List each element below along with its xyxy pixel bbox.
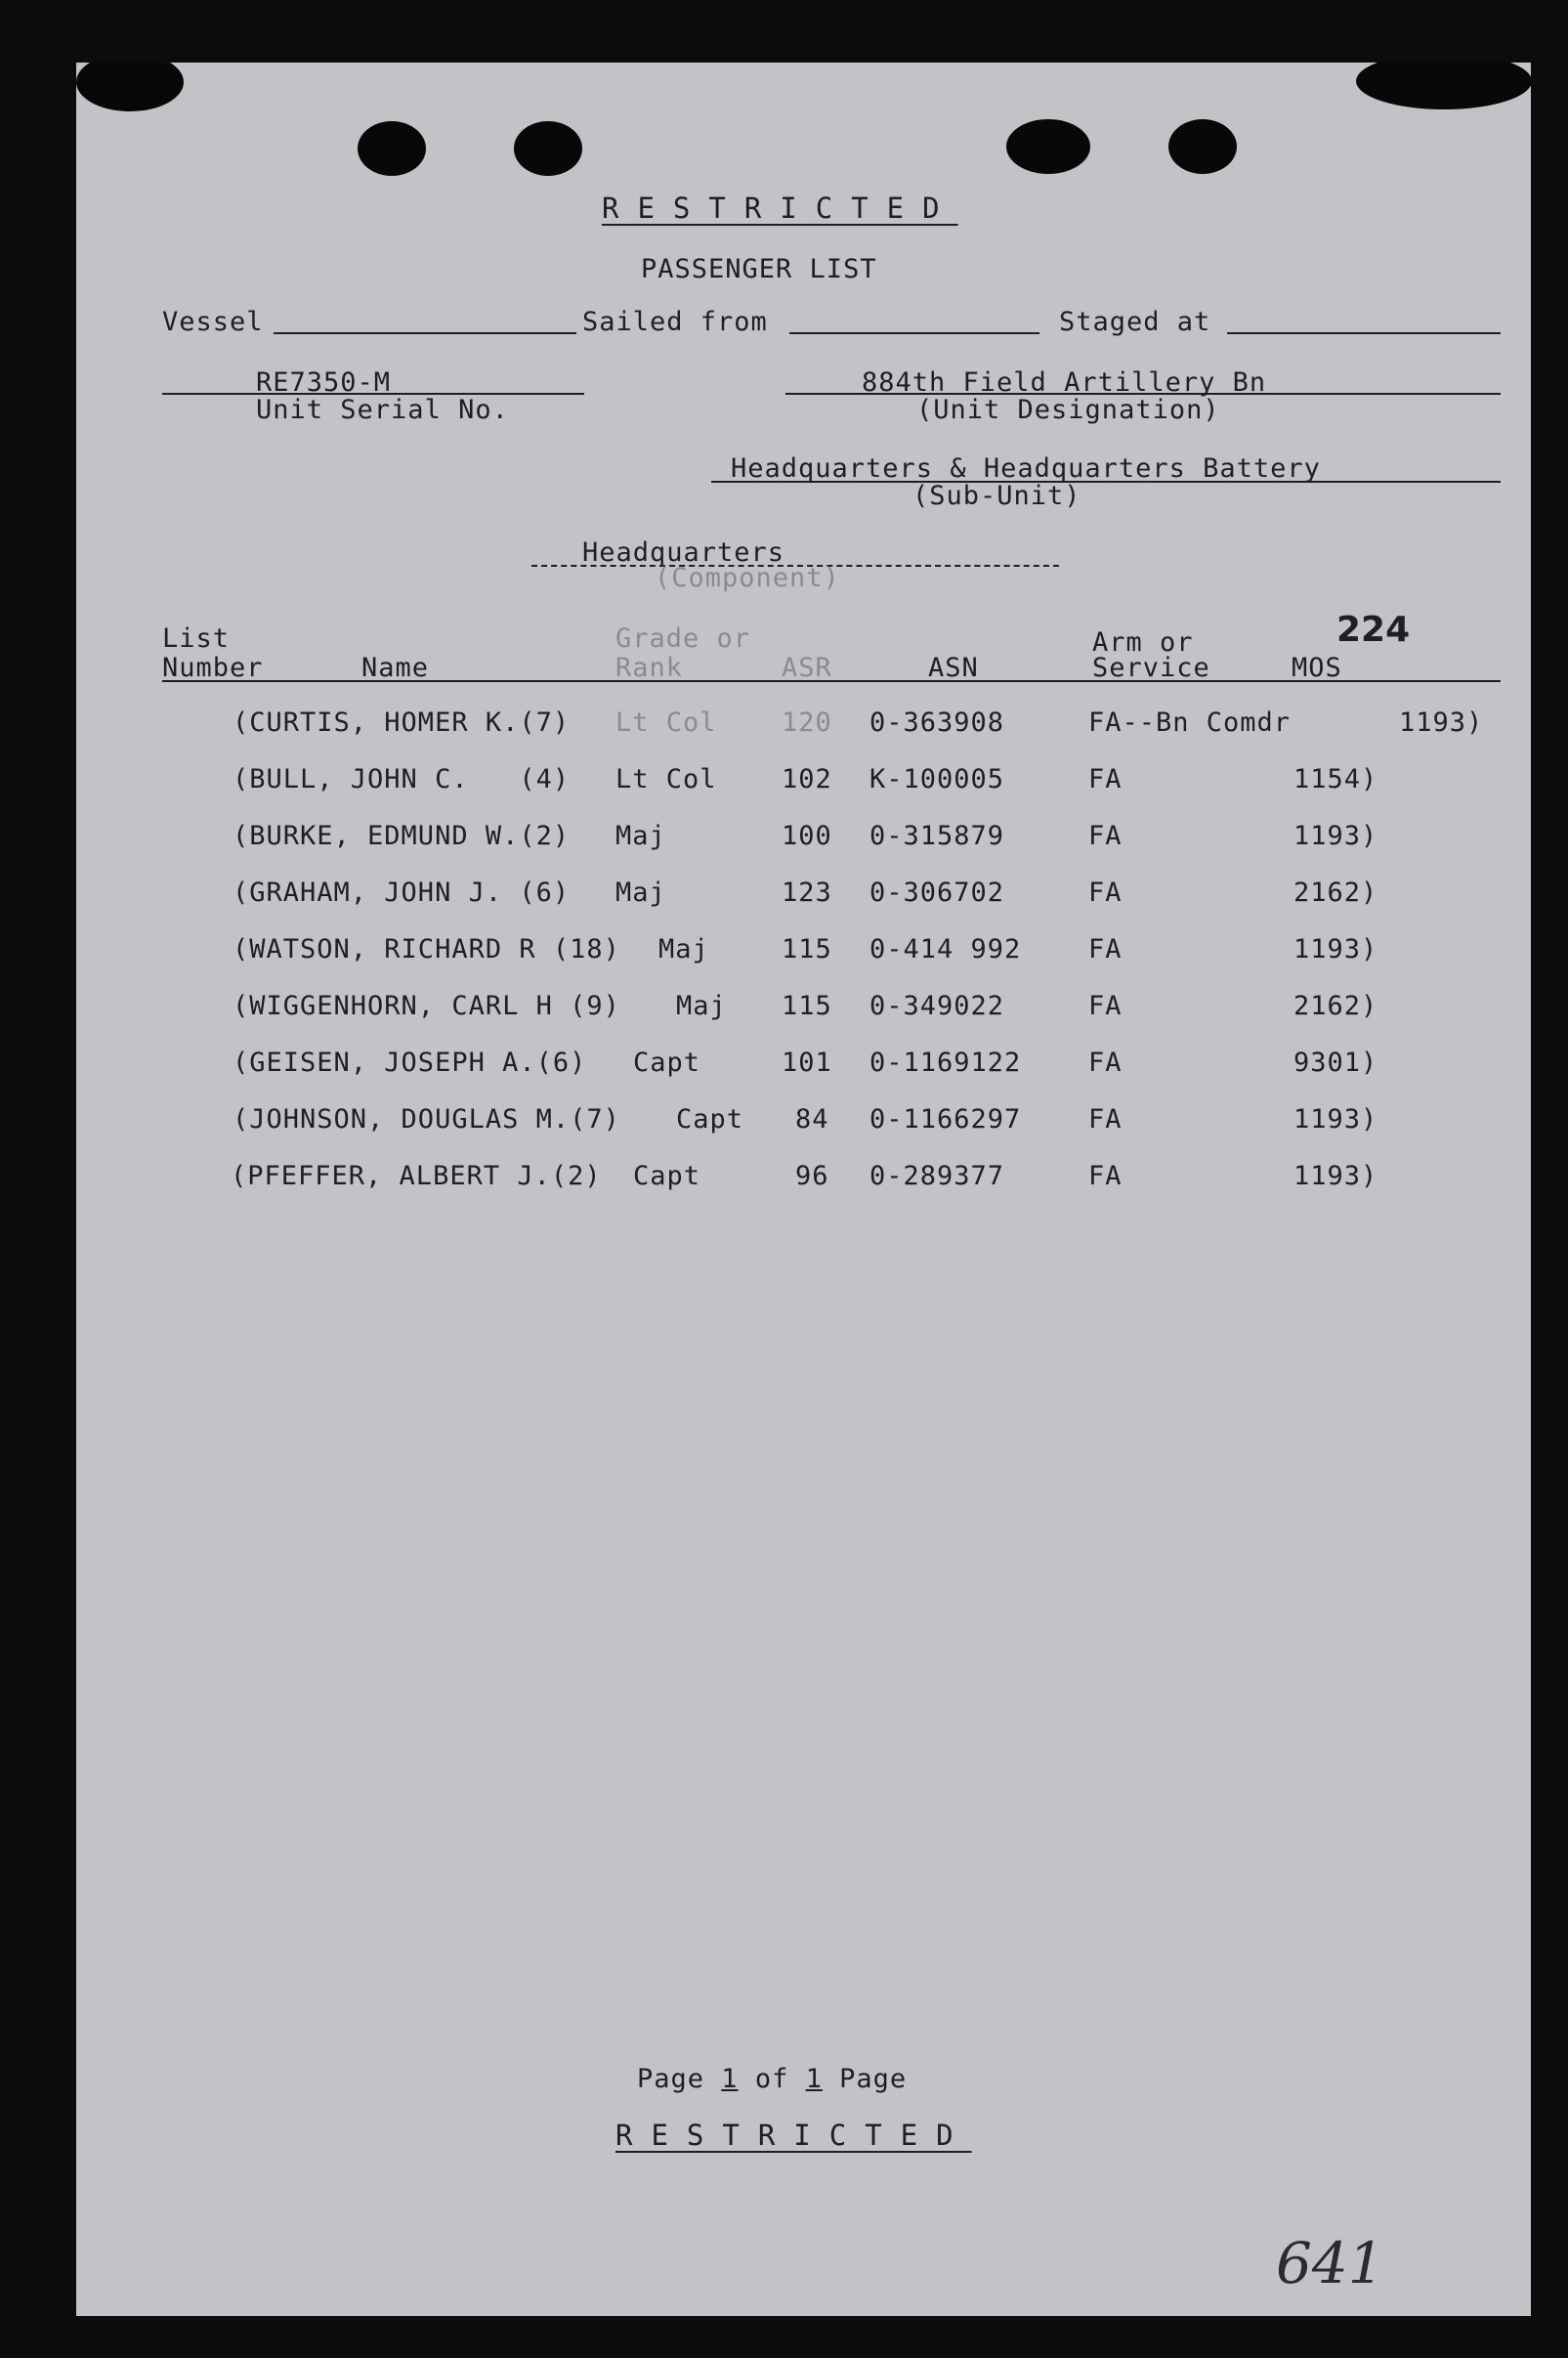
- punch-hole: [514, 121, 582, 176]
- passenger-asr: 102: [782, 764, 832, 794]
- document-page: [76, 63, 1531, 2316]
- passenger-service: FA: [1088, 991, 1123, 1021]
- passenger-asr: 101: [782, 1048, 832, 1078]
- passenger-service: FA: [1088, 934, 1123, 965]
- passenger-service: FA: [1088, 821, 1123, 851]
- passenger-mos: 2162): [1293, 991, 1378, 1021]
- page-indicator: [637, 2064, 907, 2094]
- col-asr: ASR: [782, 653, 832, 683]
- page-word: Page: [637, 2064, 705, 2094]
- vessel-line: [274, 332, 576, 334]
- table-row: [76, 764, 1531, 803]
- passenger-asn: 0-414 992: [869, 934, 1022, 965]
- passenger-mos: 1193): [1293, 934, 1378, 965]
- table-row: [76, 934, 1531, 973]
- passenger-name: (GRAHAM, JOHN J. (6): [233, 878, 571, 908]
- passenger-name: (BURKE, EDMUND W.(2): [233, 821, 571, 851]
- passenger-rank: Lt Col: [615, 707, 717, 738]
- passenger-asn: K-100005: [869, 764, 1005, 794]
- page-number: 1: [721, 2064, 739, 2094]
- passenger-name: (CURTIS, HOMER K.(7): [233, 707, 571, 738]
- passenger-name: (GEISEN, JOSEPH A.(6): [233, 1048, 587, 1078]
- passenger-mos: 1154): [1293, 764, 1378, 794]
- table-row: [76, 1104, 1531, 1143]
- passenger-name: (PFEFFER, ALBERT J.(2): [231, 1161, 602, 1191]
- passenger-rank: Maj: [615, 878, 666, 908]
- passenger-service: FA: [1088, 878, 1123, 908]
- vessel-label: Vessel: [162, 307, 264, 337]
- passenger-asn: 0-349022: [869, 991, 1005, 1021]
- unit-serial-label: Unit Serial No.: [256, 395, 509, 425]
- punch-hole: [1006, 119, 1090, 174]
- passenger-asr: 115: [782, 991, 832, 1021]
- component-label: (Component): [655, 563, 840, 593]
- passenger-service: FA: [1088, 1048, 1123, 1078]
- col-list: List: [162, 623, 231, 654]
- passenger-rank: Capt: [676, 1104, 744, 1135]
- passenger-rank: Capt: [633, 1161, 701, 1191]
- col-name: Name: [361, 653, 430, 683]
- passenger-mos: 9301): [1293, 1048, 1378, 1078]
- handwritten-page-number: 641: [1276, 2230, 1384, 2296]
- passenger-mos: 1193): [1293, 1161, 1378, 1191]
- passenger-asr: 120: [782, 707, 832, 738]
- of-word: of: [754, 2064, 789, 2094]
- passenger-asr: 84: [795, 1104, 829, 1135]
- table-row: [76, 707, 1531, 747]
- sailed-from-line: [789, 332, 1039, 334]
- passenger-asn: 0-315879: [869, 821, 1005, 851]
- passenger-asn: 0-1166297: [869, 1104, 1022, 1135]
- passenger-asn: 0-363908: [869, 707, 1005, 738]
- column-header-rule: [162, 680, 1501, 682]
- col-service: Service: [1092, 653, 1210, 683]
- passenger-rank: Maj: [658, 934, 709, 965]
- passenger-service: FA: [1088, 1161, 1123, 1191]
- passenger-name: (WIGGENHORN, CARL H (9): [233, 991, 620, 1021]
- col-grade-or: Grade or: [615, 623, 751, 654]
- passenger-mos: 2162): [1293, 878, 1378, 908]
- table-row: [76, 991, 1531, 1030]
- col-asn: ASN: [928, 653, 979, 683]
- passenger-asr: 115: [782, 934, 832, 965]
- passenger-asr: 96: [795, 1161, 829, 1191]
- col-arm-or: Arm or: [1092, 627, 1194, 658]
- col-rank: Rank: [615, 653, 684, 683]
- passenger-service: FA--Bn Comdr: [1088, 707, 1292, 738]
- passenger-mos: 1193): [1293, 821, 1378, 851]
- passenger-rank: Capt: [633, 1048, 701, 1078]
- page-stamp-number: 224: [1336, 610, 1411, 650]
- staged-at-label: Staged at: [1059, 307, 1211, 337]
- page-total: 1: [805, 2064, 823, 2094]
- restricted-header: RESTRICTED: [602, 192, 958, 225]
- table-row: [76, 878, 1531, 917]
- sub-unit-value: Headquarters & Headquarters Battery: [731, 453, 1321, 484]
- unit-designation-value: 884th Field Artillery Bn: [862, 367, 1267, 398]
- staged-at-line: [1227, 332, 1501, 334]
- passenger-asr: 123: [782, 878, 832, 908]
- punch-hole: [1356, 63, 1531, 109]
- passenger-rank: Maj: [676, 991, 727, 1021]
- sailed-from-label: Sailed from: [582, 307, 768, 337]
- passenger-name: (JOHNSON, DOUGLAS M.(7): [233, 1104, 620, 1135]
- component-value: Headquarters: [582, 537, 785, 568]
- passenger-service: FA: [1088, 764, 1123, 794]
- passenger-asn: 0-306702: [869, 878, 1005, 908]
- passenger-rank: Maj: [615, 821, 666, 851]
- passenger-asr: 100: [782, 821, 832, 851]
- passenger-mos: 1193): [1293, 1104, 1378, 1135]
- unit-designation-label: (Unit Designation): [916, 395, 1220, 425]
- passenger-name: (BULL, JOHN C. (4): [233, 764, 571, 794]
- unit-serial-value: RE7350-M: [256, 367, 392, 398]
- sub-unit-label: (Sub-Unit): [912, 481, 1081, 511]
- document-title: PASSENGER LIST: [641, 254, 877, 284]
- table-row: [76, 1161, 1531, 1200]
- passenger-asn: 0-1169122: [869, 1048, 1022, 1078]
- passenger-rank: Lt Col: [615, 764, 717, 794]
- punch-hole: [76, 63, 184, 111]
- restricted-footer: RESTRICTED: [615, 2119, 972, 2152]
- page-word-2: Page: [839, 2064, 908, 2094]
- punch-hole: [1168, 119, 1237, 174]
- passenger-asn: 0-289377: [869, 1161, 1005, 1191]
- col-mos: MOS: [1292, 653, 1342, 683]
- passenger-service: FA: [1088, 1104, 1123, 1135]
- col-number: Number: [162, 653, 264, 683]
- passenger-mos: 1193): [1399, 707, 1484, 738]
- table-row: [76, 821, 1531, 860]
- punch-hole: [358, 121, 426, 176]
- passenger-name: (WATSON, RICHARD R (18): [233, 934, 620, 965]
- sub-unit-line: [711, 481, 1501, 483]
- table-row: [76, 1048, 1531, 1087]
